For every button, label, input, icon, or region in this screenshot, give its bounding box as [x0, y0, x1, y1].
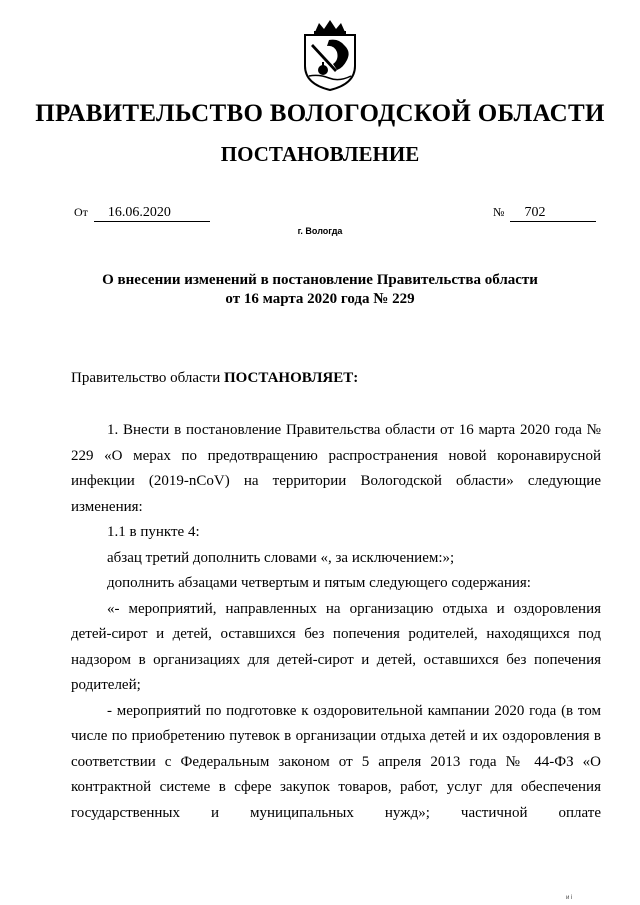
preamble-decree-word: ПОСТАНОВЛЯЕТ: [223, 370, 359, 386]
paragraph-5: «- мероприятий, направленных на организацию отдыха и оздоровления детей-сирот и детей, оставшихся без попечения родителей, находящихся под надзором в организациях для детей-сирот и детей, оставшихся без попечения родителей; [71, 600, 601, 693]
paragraph-3: абзац третий дополнить словами «, за исключением:»; [107, 549, 455, 566]
document-subject [0, 271, 640, 309]
preamble [71, 366, 601, 392]
number-value: 702 [510, 205, 596, 222]
subject-line-2: от 16 марта 2020 года № 229 [225, 291, 415, 307]
paragraph-6: - мероприятий по подготовке к оздоровительной кампании 2020 года (в том числе по приобретению путевок в организации отдыха детей и их оздоровления в соответствии с Федеральным законом от 5 апреля 2013 года № 44-ФЗ «О контрактной системе в сфере закупок товаров, работ, услуг для обеспечения государственных и муниципальных нужд»; частичной оплате [71, 702, 601, 821]
number-field [493, 205, 596, 222]
date-value: 16.06.2020 [94, 205, 210, 222]
document-type: ПОСТАНОВЛЕНИЕ [220, 142, 420, 166]
government-title: ПРАВИТЕЛЬСТВО ВОЛОГОДСКОЙ ОБЛАСТИ [35, 100, 605, 127]
coat-of-arms-icon [299, 18, 361, 92]
page-footer-mark: и і [566, 895, 573, 901]
date-label: От [74, 205, 88, 219]
document-body [71, 418, 601, 826]
date-field [74, 205, 210, 222]
city-label: г. Вологда [297, 226, 343, 236]
subject-line-1: О внесении изменений в постановление Правительства области [102, 272, 538, 288]
paragraph-2: 1.1 в пункте 4: [107, 524, 200, 540]
number-label: № [493, 205, 505, 219]
paragraph-1: 1. Внести в постановление Правительства области от 16 марта 2020 года № 229 «О мерах по предотвращению распространения новой коронавирусной инфекции (2019-nCoV) на территории Вологодской области» следующие изменения: [71, 422, 601, 515]
preamble-prefix: Правительство области [71, 370, 224, 386]
paragraph-4: дополнить абзацами четвертым и пятым следующего содержания: [107, 575, 531, 591]
coat-of-arms-emblem [299, 18, 361, 92]
